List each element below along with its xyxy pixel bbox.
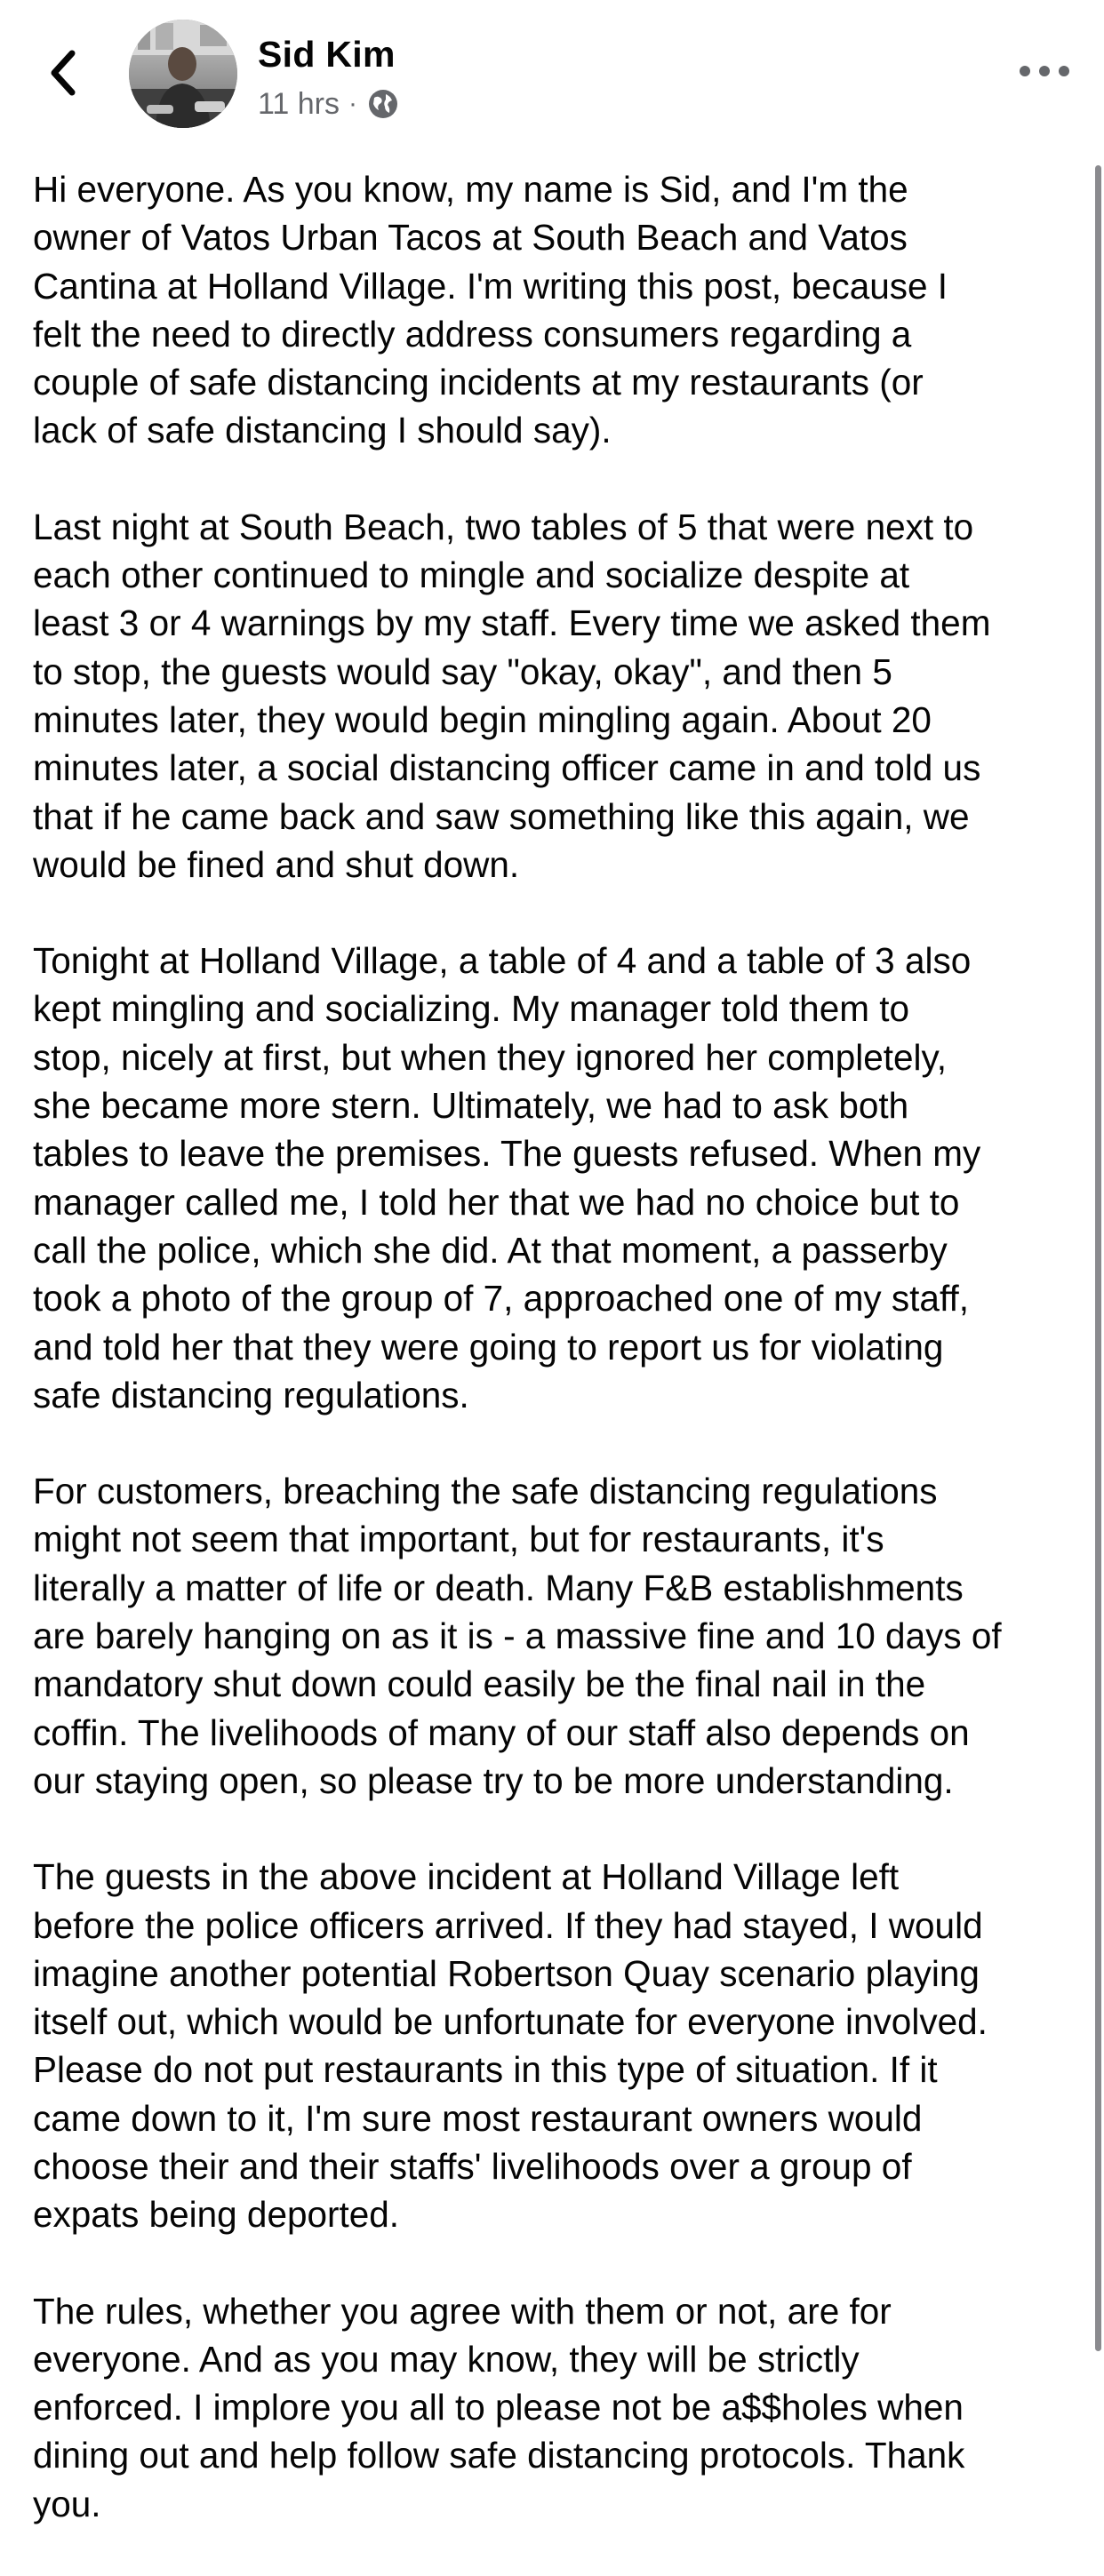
- more-options-button[interactable]: [1013, 53, 1076, 89]
- post-paragraph-3: [33, 937, 1082, 1419]
- text-line: she became more stern. Ultimately, we had to ask both: [33, 1085, 909, 1127]
- post-meta: [258, 84, 400, 124]
- text-line: that if he came back and saw something like this again, we: [33, 795, 970, 837]
- avatar[interactable]: [129, 20, 237, 128]
- text-line: imagine another potential Robertson Quay scenario playing: [33, 1952, 980, 1994]
- globe-icon: [366, 87, 400, 121]
- text-line: couple of safe distancing incidents at my restaurants (or: [33, 362, 924, 403]
- post-paragraph-1: [33, 165, 1082, 455]
- text-line: took a photo of the group of 7, approached one of my staff,: [33, 1278, 969, 1320]
- text-line: everyone. And as you may know, they will be strictly: [33, 2338, 860, 2380]
- back-button[interactable]: [36, 39, 89, 107]
- text-line: coffin. The livelihoods of many of our staff also depends on: [33, 1711, 970, 1753]
- post-paragraph-4: [33, 1467, 1082, 1805]
- post-timestamp[interactable]: 11 hrs: [258, 86, 340, 121]
- text-line: The rules, whether you agree with them or not, are for: [33, 2290, 892, 2332]
- text-line: before the police officers arrived. If they had stayed, I would: [33, 1904, 983, 1946]
- post-header: [0, 0, 1104, 142]
- text-line: came down to it, I'm sure most restaurant owners would: [33, 2097, 923, 2139]
- text-line: and told her that they were going to report us for violating: [33, 1326, 944, 1368]
- post-paragraph-2: [33, 503, 1082, 889]
- post-body: [33, 165, 1082, 2576]
- text-line: minutes later, they would begin mingling again. About 20: [33, 698, 932, 740]
- text-line: are barely hanging on as it is - a massive fine and 10 days of: [33, 1615, 1002, 1657]
- chevron-left-icon: [47, 48, 77, 98]
- more-horizontal-icon: [1018, 64, 1071, 78]
- text-line: manager called me, I told her that we had no choice but to: [33, 1181, 960, 1223]
- text-line: Tonight at Holland Village, a table of 4 and a table of 3 also: [33, 940, 972, 982]
- text-line: to stop, the guests would say "okay, okay", and then 5: [33, 650, 892, 692]
- text-line: The guests in the above incident at Holland Village left: [33, 1856, 900, 1898]
- post-paragraph-5: [33, 1853, 1082, 2238]
- meta-separator: ·: [348, 89, 357, 118]
- text-line: would be fined and shut down.: [33, 843, 520, 885]
- post-paragraph-6: [33, 2287, 1082, 2528]
- text-line: each other continued to mingle and socialize despite at: [33, 554, 910, 596]
- text-line: itself out, which would be unfortunate for everyone involved.: [33, 2001, 988, 2043]
- text-line: dining out and help follow safe distancing protocols. Thank: [33, 2435, 965, 2476]
- text-line: stop, nicely at first, but when they ignored her completely,: [33, 1036, 948, 1078]
- text-line: owner of Vatos Urban Tacos at South Beach and Vatos: [33, 217, 908, 259]
- text-line: you.: [33, 2483, 101, 2524]
- text-line: call the police, which she did. At that moment, a passerby: [33, 1229, 948, 1271]
- text-line: For customers, breaching the safe distancing regulations: [33, 1471, 938, 1512]
- text-line: lack of safe distancing I should say).: [33, 410, 612, 451]
- scrollbar[interactable]: [1095, 165, 1101, 2351]
- profile-photo: [129, 20, 237, 128]
- text-line: might not seem that important, but for restaurants, it's: [33, 1519, 884, 1560]
- text-line: Last night at South Beach, two tables of 5 that were next to: [33, 506, 974, 547]
- text-line: choose their and their staffs' livelihoods over a group of: [33, 2145, 912, 2187]
- text-line: literally a matter of life or death. Many F&B establishments: [33, 1567, 964, 1608]
- text-line: expats being deported.: [33, 2194, 400, 2236]
- text-line: our staying open, so please try to be more understanding.: [33, 1759, 954, 1801]
- text-line: enforced. I implore you all to please not be a$$holes when: [33, 2387, 964, 2428]
- text-line: least 3 or 4 warnings by my staff. Every time we asked them: [33, 602, 991, 644]
- text-line: Please do not put restaurants in this type of situation. If it: [33, 2049, 938, 2091]
- author-name[interactable]: Sid Kim: [258, 34, 396, 75]
- text-line: kept mingling and socializing. My manager told them to: [33, 988, 910, 1030]
- text-line: mandatory shut down could easily be the final nail in the: [33, 1663, 926, 1705]
- text-line: tables to leave the premises. The guests refused. When my: [33, 1133, 981, 1175]
- text-line: Hi everyone. As you know, my name is Sid, and I'm the: [33, 169, 908, 210]
- text-line: safe distancing regulations.: [33, 1374, 469, 1416]
- text-line: minutes later, a social distancing officer came in and told us: [33, 747, 981, 789]
- text-line: Cantina at Holland Village. I'm writing this post, because I: [33, 265, 948, 307]
- text-line: felt the need to directly address consumers regarding a: [33, 313, 912, 355]
